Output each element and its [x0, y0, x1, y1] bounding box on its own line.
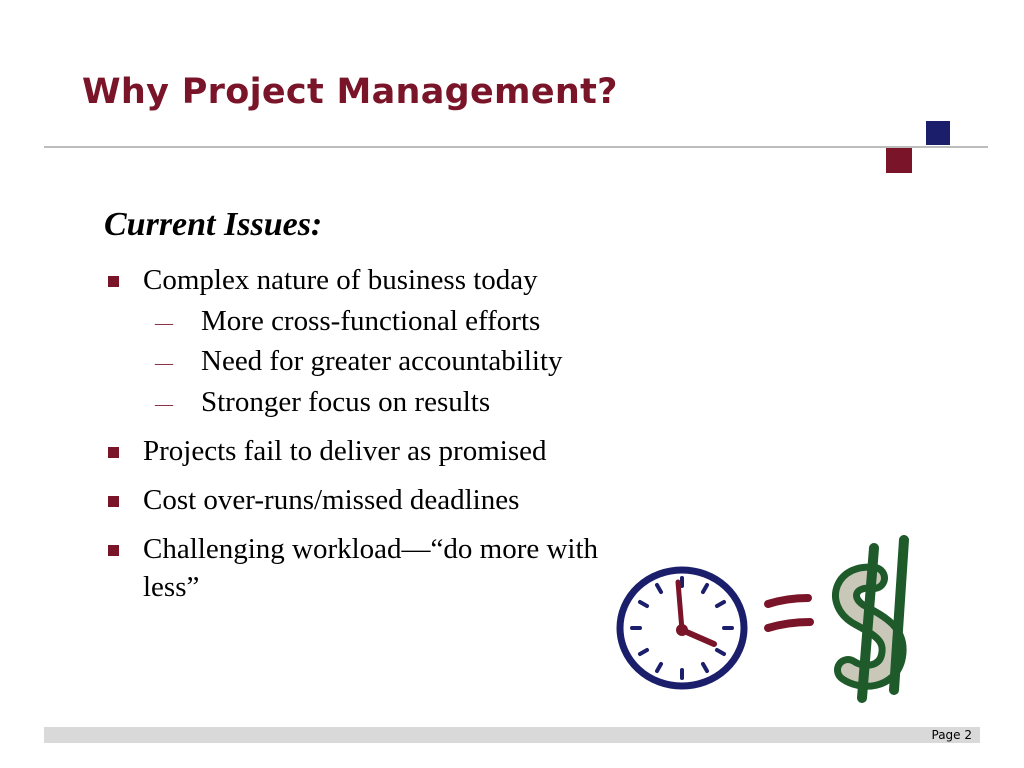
- page-number: Page 2: [931, 728, 972, 742]
- bullet-item: Cost over-runs/missed deadlines: [143, 484, 520, 516]
- dollar-sign-icon: [846, 540, 904, 698]
- equals-icon: [768, 598, 810, 628]
- square-bullet-icon: [108, 545, 119, 556]
- bullet-item: Challenging workload—“do more with less”: [143, 533, 599, 603]
- slide-title: Why Project Management?: [82, 72, 618, 112]
- sub-bullet-item: More cross-functional efforts: [201, 305, 541, 337]
- decorative-square-maroon: [886, 148, 912, 173]
- square-bullet-icon: [108, 447, 119, 458]
- time-equals-money-illustration: [612, 530, 952, 710]
- dash-icon: —: [155, 353, 173, 373]
- bullet-item: Projects fail to deliver as promised: [143, 435, 547, 467]
- clock-icon: [620, 570, 744, 686]
- title-divider: [44, 146, 988, 148]
- dash-icon: —: [155, 394, 173, 414]
- sub-bullet-item: Need for greater accountability: [201, 345, 563, 377]
- decorative-square-navy: [926, 121, 950, 145]
- dash-icon: —: [155, 313, 173, 333]
- sub-bullet-item: Stronger focus on results: [201, 386, 491, 418]
- section-subheading: Current Issues:: [104, 206, 323, 243]
- bullet-item: Complex nature of business today: [143, 264, 538, 296]
- square-bullet-icon: [108, 496, 119, 507]
- footer-bar: [44, 727, 980, 743]
- square-bullet-icon: [108, 276, 119, 287]
